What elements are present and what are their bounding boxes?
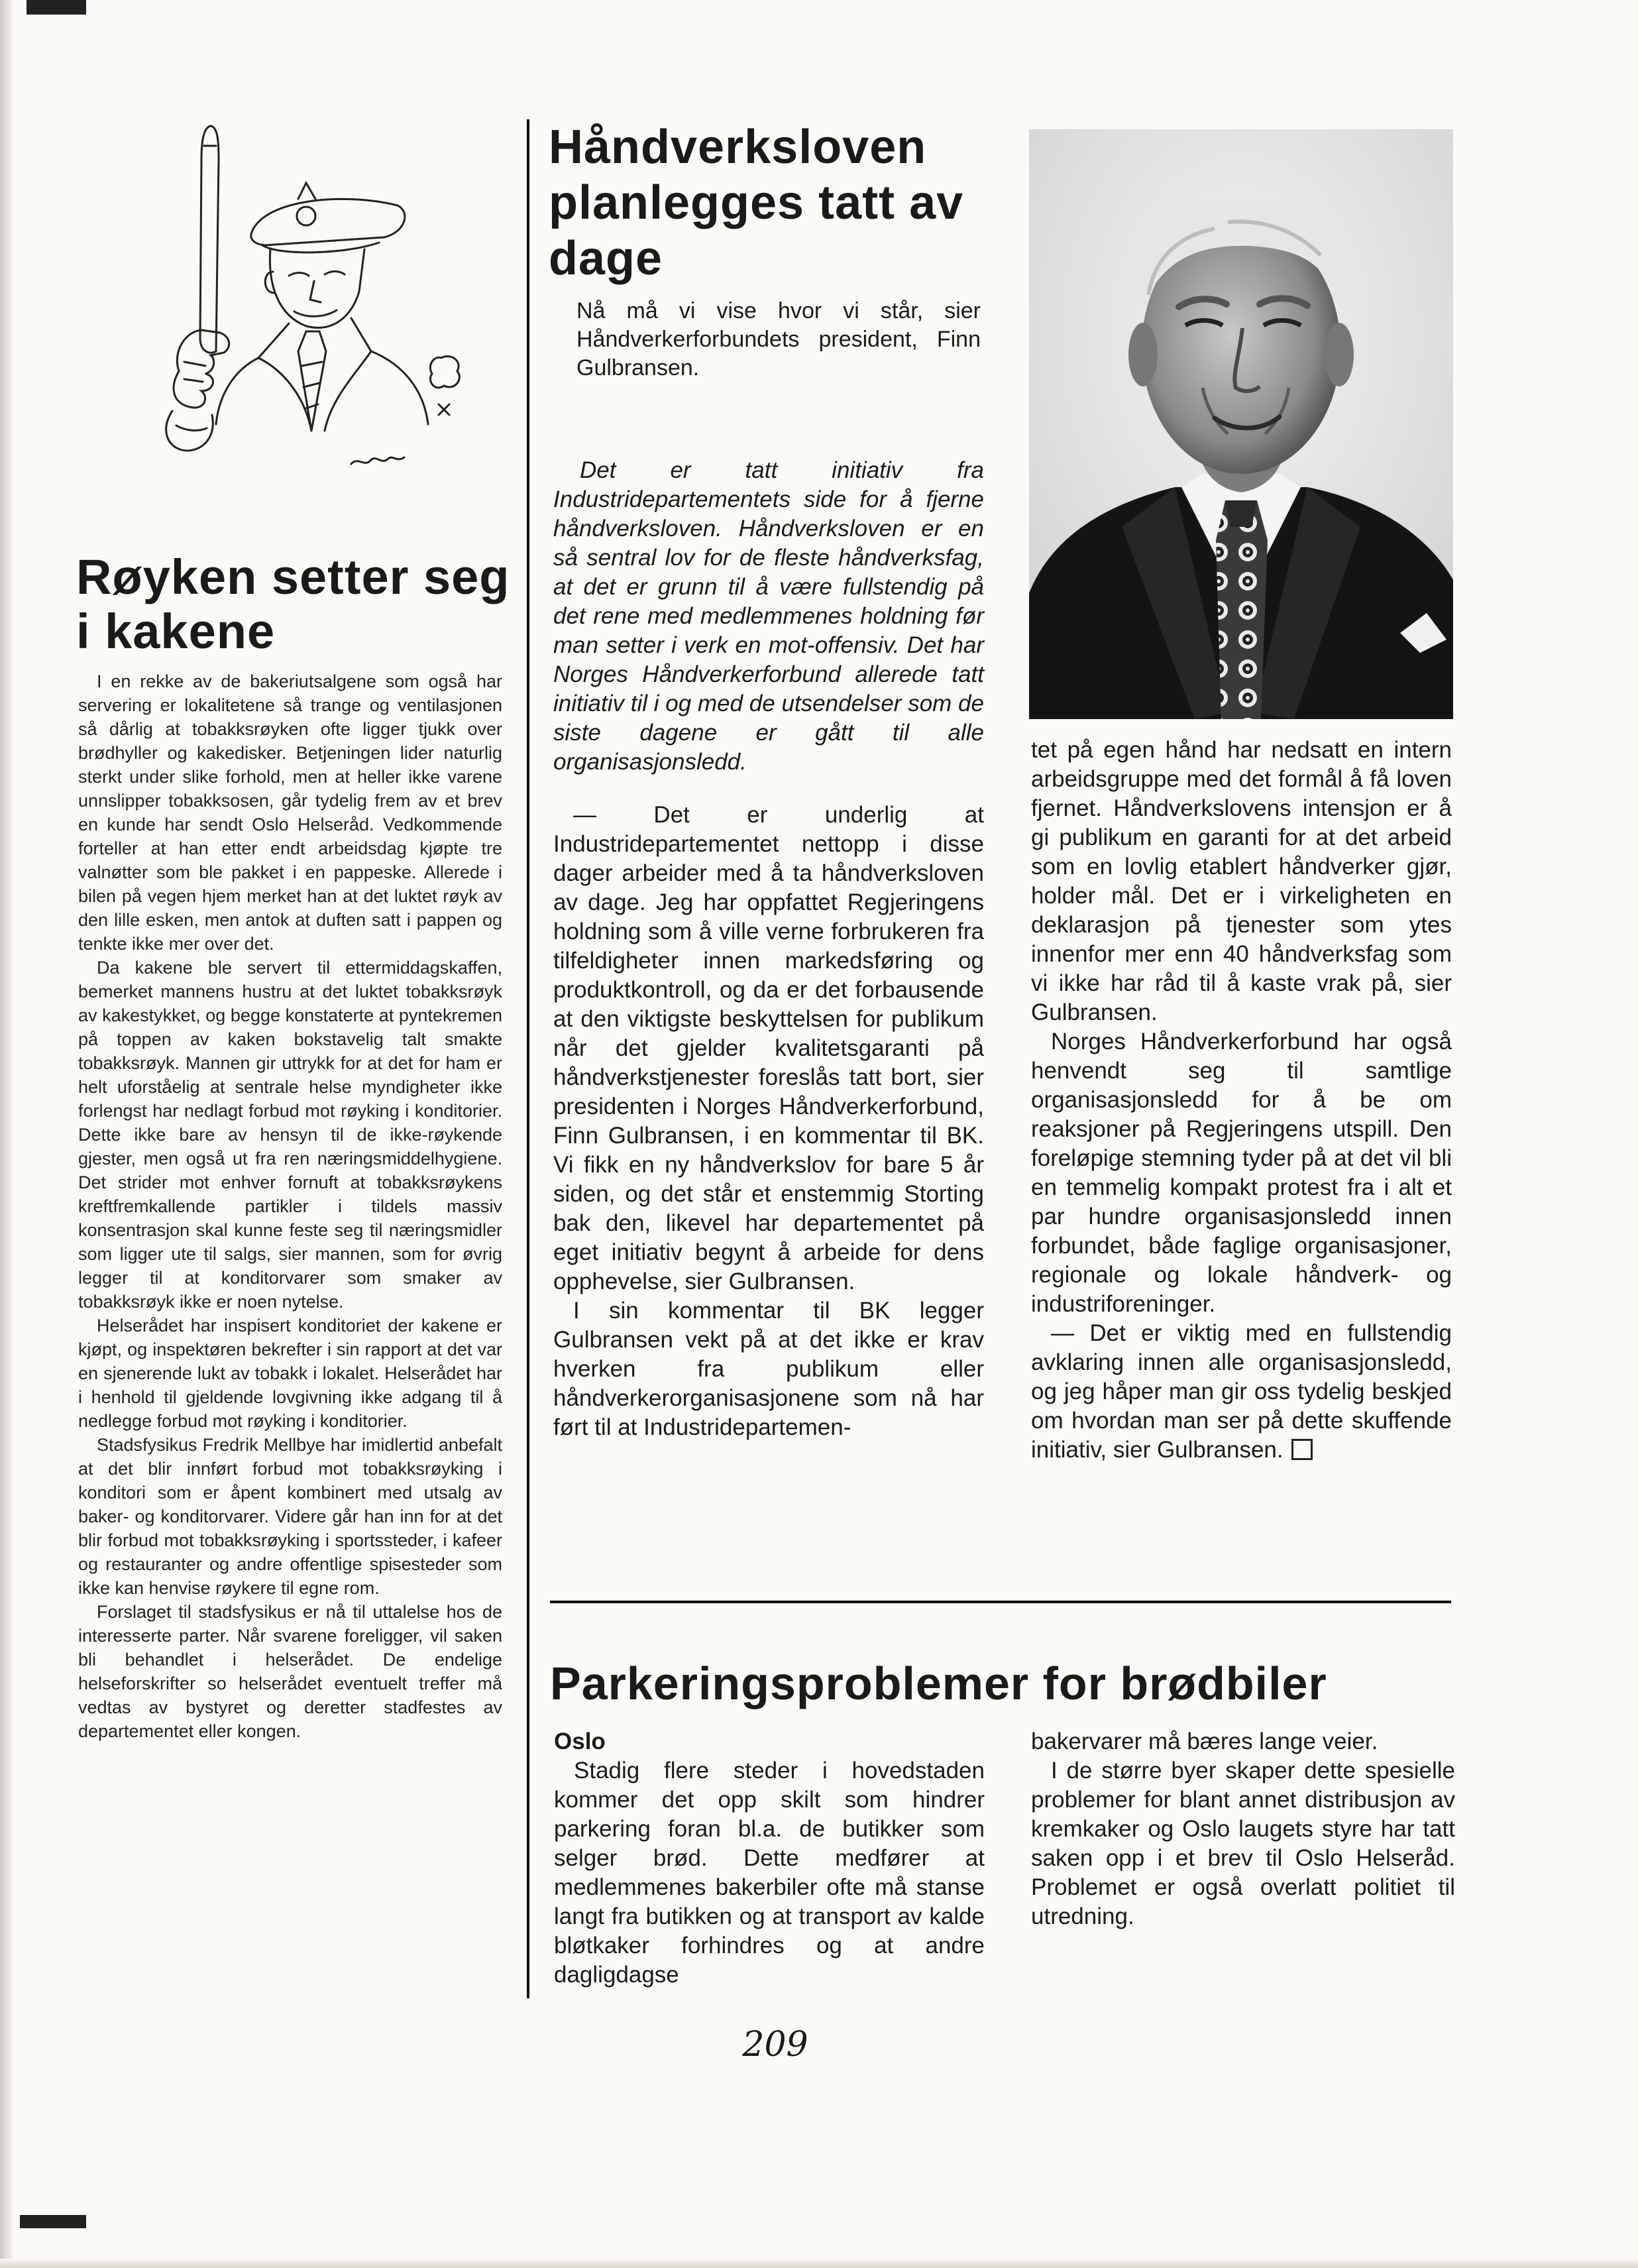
scan-edge-bottom: [0, 2259, 1638, 2268]
scan-mark-top: [27, 0, 86, 15]
scan-mark-bottom: [20, 2215, 86, 2228]
bottom-article-column-1: [554, 1727, 985, 1990]
main-paragraph-text: — Det er viktig med en fullstendig avklaring innen alle organisasjonsledd, og jeg håper man gir oss tydelig beskjed om hvordan man ser på dette skuffende initiativ, sier Gulbransen.: [1031, 1320, 1452, 1463]
bottom-article-title: Parkeringsproblemer for brødbiler: [550, 1658, 1327, 1709]
left-paragraph: Stadsfysikus Fredrik Mellbye har imidlertid anbefalt at det blir innført forbud mot tobakksrøyking i konditori som er åpent kombinert med utsalg av baker- og konditorvarer. Videre går han inn for at det blir forbud mot tobakksrøyking i sportssteder, i kafeer og restauranter og andre offentlige spisesteder som ikke kan henvise røykere til egne rom.: [78, 1435, 502, 1598]
main-article-title: Håndverksloven planlegges tatt av dage: [549, 121, 964, 285]
main-article-column-1: [553, 456, 984, 1442]
bottom-paragraph: Stadig flere steder i hovedstaden kommer det opp skilt som hindrer parkering foran bl.a. de butikker som selger brød. Dette medfører at medlemmenes bakerbiler ofte må stanse langt fra butikken og at transport av kalde bløtkaker forhindres og at andre dagligdagse: [554, 1758, 985, 1988]
main-paragraph: Norges Håndverkerforbund har også henvendt seg til samtlige organisasjonsledd for å be om reaksjoner på Regjeringens utspill. Den foreløpige stemning tyder på at det vil bli en temmelig kompakt protest fra i alt et par hundre organisasjonsledd innen forbundet, både faglige organisasjoner, regionale og lokale håndverk- og industriforeninger.: [1031, 1029, 1452, 1317]
section-divider: [550, 1601, 1451, 1603]
scan-edge-left: [0, 0, 12, 2268]
main-article-column-2: [1031, 736, 1452, 1465]
dateline: Oslo: [554, 1729, 606, 1754]
portrait-photo: [1029, 129, 1453, 719]
main-paragraph: — Det er underlig at Industridepartementet nettopp i disse dager arbeider med å ta håndverksloven av dage. Jeg har oppfattet Regjeringens holdning som å ville verne forbrukeren fra tilfeldigheter innen markedsføring og produktkontroll, og da er det forbausende at den viktigste beskyttelsen for publikum når det gjelder kvalitetsgaranti på håndverkstjenester foreslås tatt bort, sier presidenten i Norges Håndverkerforbund, Finn Gulbransen, i en kommentar til BK. Vi fikk en ny håndverkslov for bare 5 år siden, og det står et enstemmig Storting bak den, likevel har departementet på eget initiativ begynt å arbeide for dens opphevelse, sier Gulbransen.: [553, 802, 984, 1294]
main-paragraph: tet på egen hånd har nedsatt en intern arbeidsgruppe med det formål å få loven fjernet. Håndverkslovens intensjon er å gi publikum en garanti for at det arbeid som en lovlig etablert håndverker gjør, holder mål. Det er i virkeligheten en deklarasjon på tjenester som ytes innenfor mer enn 40 håndverksfag som vi ikke har råd til å kaste vrak på, sier Gulbransen.: [1031, 737, 1452, 1025]
left-article-body: [78, 669, 502, 1743]
bottom-article-column-2: [1031, 1727, 1455, 1931]
policeman-illustration: [133, 119, 504, 543]
page-number: 209: [742, 2025, 808, 2065]
left-paragraph: Helserådet har inspisert konditoriet der kakene er kjøpt, og inspektøren bekrefter i sin rapport at det var en sjenerende lukt av tobakk i lokalet. Helserådet har i henhold til gjeldende lovgivning ikke adgang til å nedlegge forbud mot røyking i konditorier.: [78, 1316, 502, 1431]
left-paragraph: I en rekke av de bakeriutsalgene som også har servering er lokalitetene så trange og ventilasjonen så dårlig at tobakksrøyken ofte ligger tjukk over brødhyller og kakedisker. Betjeningen lider naturlig sterkt under slike forhold, men at heller ikke varene unnslipper tobakksosen, går tydelig frem av et brev en kunde har sendt Oslo Helseråd. Vedkommende forteller at han etter endt arbeidsdag kjøpte tre valnøtter som ble pakket i en pappeske. Allerede i bilen på vegen hjem merket han at det luktet røyk av den lille esken, men antok at duften satt i pappen og tenkte ikke mer over det.: [78, 671, 502, 954]
left-article-title: Røyken setter seg i kakene: [76, 549, 510, 659]
main-article-lead: Nå må vi vise hvor vi står, sier Håndverkerforbundets president, Finn Gulbransen.: [576, 298, 981, 380]
left-paragraph: Forslaget til stadsfysikus er nå til uttalelse hos de interesserte parter. Når svarene foreligger, vil saken bli behandlet i helserådet. De endelige helseforskrifter so helserådet eventuelt treffer må vedtas av bystyret og deretter stadfestes av departementet eller kongen.: [78, 1602, 502, 1741]
main-paragraph: I sin kommentar til BK legger Gulbransen vekt på at det ikke er krav hverken fra publikum eller håndverkerorganisasjonene som nå har ført til at Industridepartemen-: [553, 1298, 984, 1440]
column-divider: [527, 119, 529, 1998]
main-paragraph-last: [1031, 1319, 1452, 1465]
main-article-intro: Det er tatt initiativ fra Industridepartementets side for å fjerne håndverksloven. Håndverksloven er en så sentral lov for de fleste håndverksfag, at det er grunn til å være fullstendig på det rene med medlemmenes holdning før man setter i verk en mot-offensiv. Det har Norges Håndverkerforbund allerede tatt initiativ til i og med de utsendelser som de siste dagene er gått til alle organisasjonsledd.: [553, 457, 984, 775]
bottom-paragraph: I de større byer skaper dette spesielle problemer for blant annet distribusjon av kremkaker og Oslo laugets styre har tatt saken opp i et brev til Oslo Helseråd. Problemet er også overlatt politiet til utredning.: [1031, 1758, 1455, 1929]
left-paragraph: Da kakene ble servert til ettermiddagskaffen, bemerket mannens hustru at det luktet tobakksrøyk av kakestykket, og begge konstaterte at pyntekremen på toppen av kaken bokstavelig talt smakte tobakksrøyk. Mannen gir uttrykk for at det for ham er helt uforståelig at sentrale helse myndigheter ikke forlengst har nedlagt forbud mot røyking i konditorier. Dette ikke bare av hensyn til de ikke-røykende gjester, men også ut fra ren næringsmiddelhygiene. Det strider mot enhver fornuft at tobakksrøykens kreftfremkallende partikler i tildels massiv konsentrasjon skal kunne feste seg til næringsmidler som ligger ute til salgs, sier mannen, som for øvrig legger til at konditorvarer som smaker av tobakksrøyk ikke er noen nytelse.: [78, 958, 502, 1312]
end-of-article-box: [1291, 1439, 1313, 1460]
bottom-paragraph: bakervarer må bæres lange veier.: [1031, 1729, 1378, 1754]
